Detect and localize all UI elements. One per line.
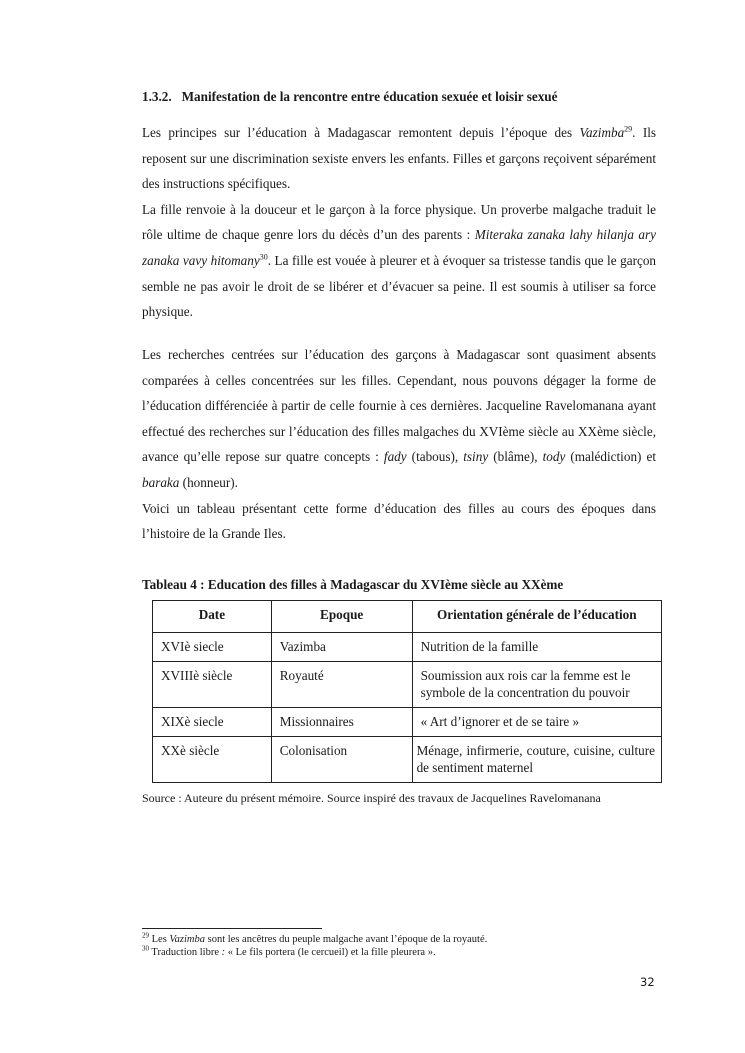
footnote-ref-29: 29 [624,124,633,134]
cell-date: XIXè siecle [153,708,272,737]
footnote-ref-30: 30 [259,252,268,262]
section-title: Manifestation de la rencontre entre éducation sexuée et loisir sexué [181,89,558,104]
cell-date: XVIIIè siècle [153,662,272,708]
cell-epoque: Vazimba [271,633,412,662]
paragraph-block-1 [142,120,656,325]
table-caption: Tableau 4 : Education des filles à Madagascar du XVIème siècle au XXème [142,577,564,592]
section-number: 1.3.2. [142,89,172,104]
table-row [153,633,662,662]
table-source: Source : Auteure du présent mémoire. Source inspiré des travaux de Jacquelines Ravelomanana [142,791,601,805]
cell-orientation: « Art d’ignorer et de se taire » [412,708,661,737]
footnote-29: $^{29}$ Les Vazimba sont les ancêtres du peuple malgache avant l’époque de la royauté. [142,931,488,945]
paragraph-education-principles: Les principes sur l’éducation à Madagascar remontent depuis l’époque des Vazimba$^{29}$. Ils reposent sur une discrimination sexiste envers les enfants. Filles et garçons reçoivent séparément des instructions spécifiques. [142,124,657,192]
header-epoque: Epoque [271,601,412,633]
paragraph-proverb: La fille renvoie à la douceur et le garçon à la force physique. Un proverbe malgache traduit le rôle ultime de chaque genre lors du décès d’un des parents : Miteraka zanaka lahy hilanja ary zanaka vavy hitomany$^{30}$. La fille est vouée à pleurer et à évoquer sa tristesse tandis que le garçon semble ne pas avoir le droit de se libérer et d’évacuer sa peine. Il est soumis à utiliser sa force physique. [142,201,657,320]
header-date: Date [153,601,272,633]
section-heading [142,89,557,105]
table-row [153,662,662,708]
paragraph-research: Les recherches centrées sur l’éducation des garçons à Madagascar sont quasiment absents comparées à celles concentrées sur les filles. Cependant, nous pouvons dégager la forme de l’éducation différenciée à partir de celle fournie à ces dernières. Jacqueline Ravelomanana ayant effectué des recherches sur l’éducation des filles malgaches du XVIème siècle au XXème siècle, avance qu’elle repose sur quatre concepts : fady (tabous), tsiny (blâme), tody (malédiction) et baraka (honneur). [142,347,656,490]
footnotes [142,933,702,959]
footnote-divider [142,928,322,929]
table-header-row [153,601,662,633]
table-row [153,737,662,783]
cell-date: XXè siècle [153,737,272,783]
cell-orientation: Nutrition de la famille [412,633,661,662]
table-row [153,708,662,737]
page-number: 32 [640,975,655,989]
cell-epoque: Missionnaires [271,708,412,737]
header-orientation: Orientation générale de l’éducation [412,601,661,633]
term-vazimba: Vazimba [579,125,625,140]
cell-epoque: Royauté [271,662,412,708]
paragraph-block-2 [142,342,656,547]
paragraph-table-intro: Voici un tableau présentant cette forme d’éducation des filles au cours des époques dans l’histoire de la Grande Iles. [142,500,656,542]
proverb-text: Miteraka zanaka lahy hilanja ary zanaka vavy hitomany [142,227,656,268]
footnote-30: $^{30}$ Traduction libre : « Le fils portera (le cercueil) et la fille pleurera ». [142,944,436,958]
cell-date: XVIè siecle [153,633,272,662]
cell-epoque: Colonisation [271,737,412,783]
cell-orientation: Ménage, infirmerie, couture, cuisine, culture de sentiment maternel [412,737,661,783]
cell-orientation: Soumission aux rois car la femme est le symbole de la concentration du pouvoir [412,662,661,708]
education-table [152,600,662,783]
